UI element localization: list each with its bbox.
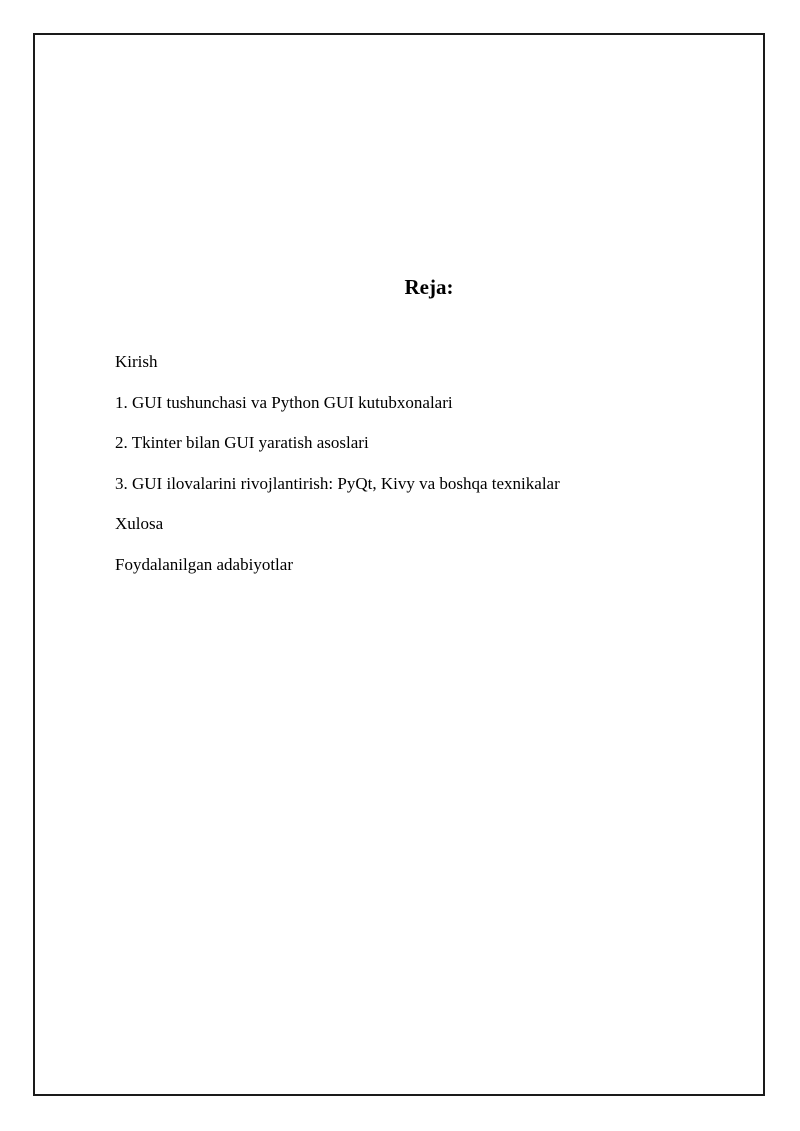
page-title: Reja: [404,275,454,299]
toc-item-2: 2. Tkinter bilan GUI yaratish asoslari [115,433,369,452]
toc-item-1: 1. GUI tushunchasi va Python GUI kutubxonalari [115,392,453,412]
toc-item-conclusion: Xulosa [115,514,164,533]
toc-item-references: Foydalanilgan adabiyotlar [115,554,293,574]
toc-item-3: 3. GUI ilovalarini rivojlantirish: PyQt, Kivy va boshqa texnikalar [115,473,560,493]
toc-item-introduction: Kirish [115,352,158,371]
table-of-contents [115,351,560,594]
